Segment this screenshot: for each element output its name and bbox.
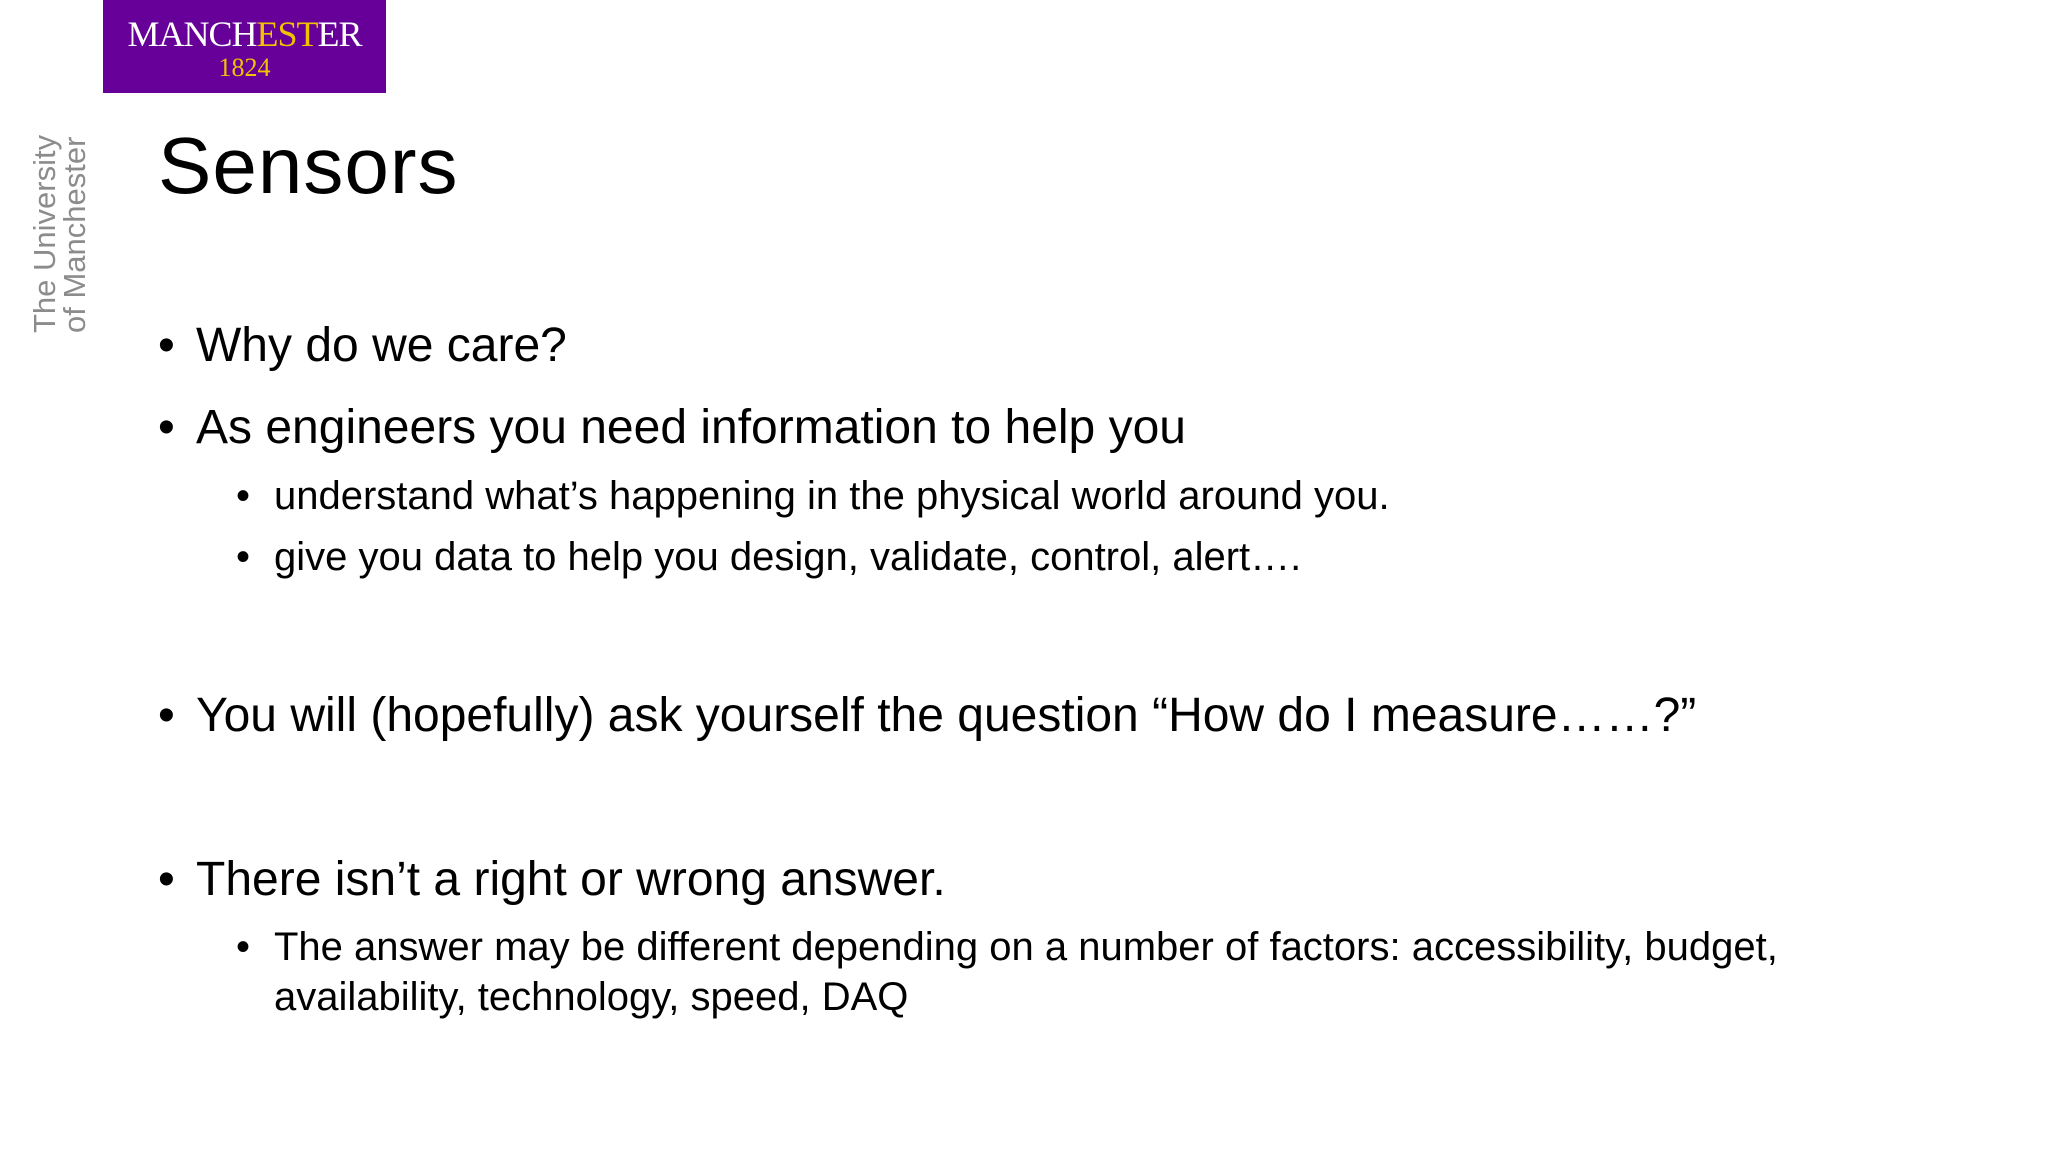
bullet-dot-icon: • — [236, 535, 251, 579]
subbullet-text: understand what’s happening in the physical world around you. — [274, 474, 1390, 518]
logo-word-start: MANCH — [127, 14, 257, 54]
bullet-text: You will (hopefully) ask yourself the question “How do I measure……?” — [196, 689, 1697, 742]
bullet-dot-icon: • — [236, 474, 251, 518]
side-label-line1: The University — [27, 134, 62, 333]
subbullet-text: give you data to help you design, validate, control, alert…. — [274, 535, 1302, 579]
bullet-text: As engineers you need information to help you — [196, 401, 1186, 454]
manchester-logo — [103, 0, 386, 93]
bullet-dot-icon: • — [158, 689, 175, 742]
bullet-text: Why do we care? — [196, 319, 567, 372]
side-label-line2: of Manchester — [57, 136, 92, 333]
logo-year: 1824 — [218, 53, 271, 82]
subbullet-text-line2: availability, technology, speed, DAQ — [274, 975, 909, 1019]
bullet-dot-icon: • — [158, 401, 175, 454]
bullet-dot-icon: • — [158, 853, 175, 906]
subbullet-text-line1: The answer may be different depending on a number of factors: accessibility, budget, — [274, 925, 1778, 969]
logo-wordmark — [103, 16, 386, 52]
bullet-dot-icon: • — [158, 319, 175, 372]
university-side-label — [27, 134, 92, 333]
logo-word-end: ER — [317, 14, 362, 54]
bullet-dot-icon: • — [236, 925, 251, 969]
bullet-text: There isn’t a right or wrong answer. — [196, 853, 946, 906]
slide-title: Sensors — [158, 121, 459, 210]
logo-word-highlight: EST — [256, 14, 318, 54]
